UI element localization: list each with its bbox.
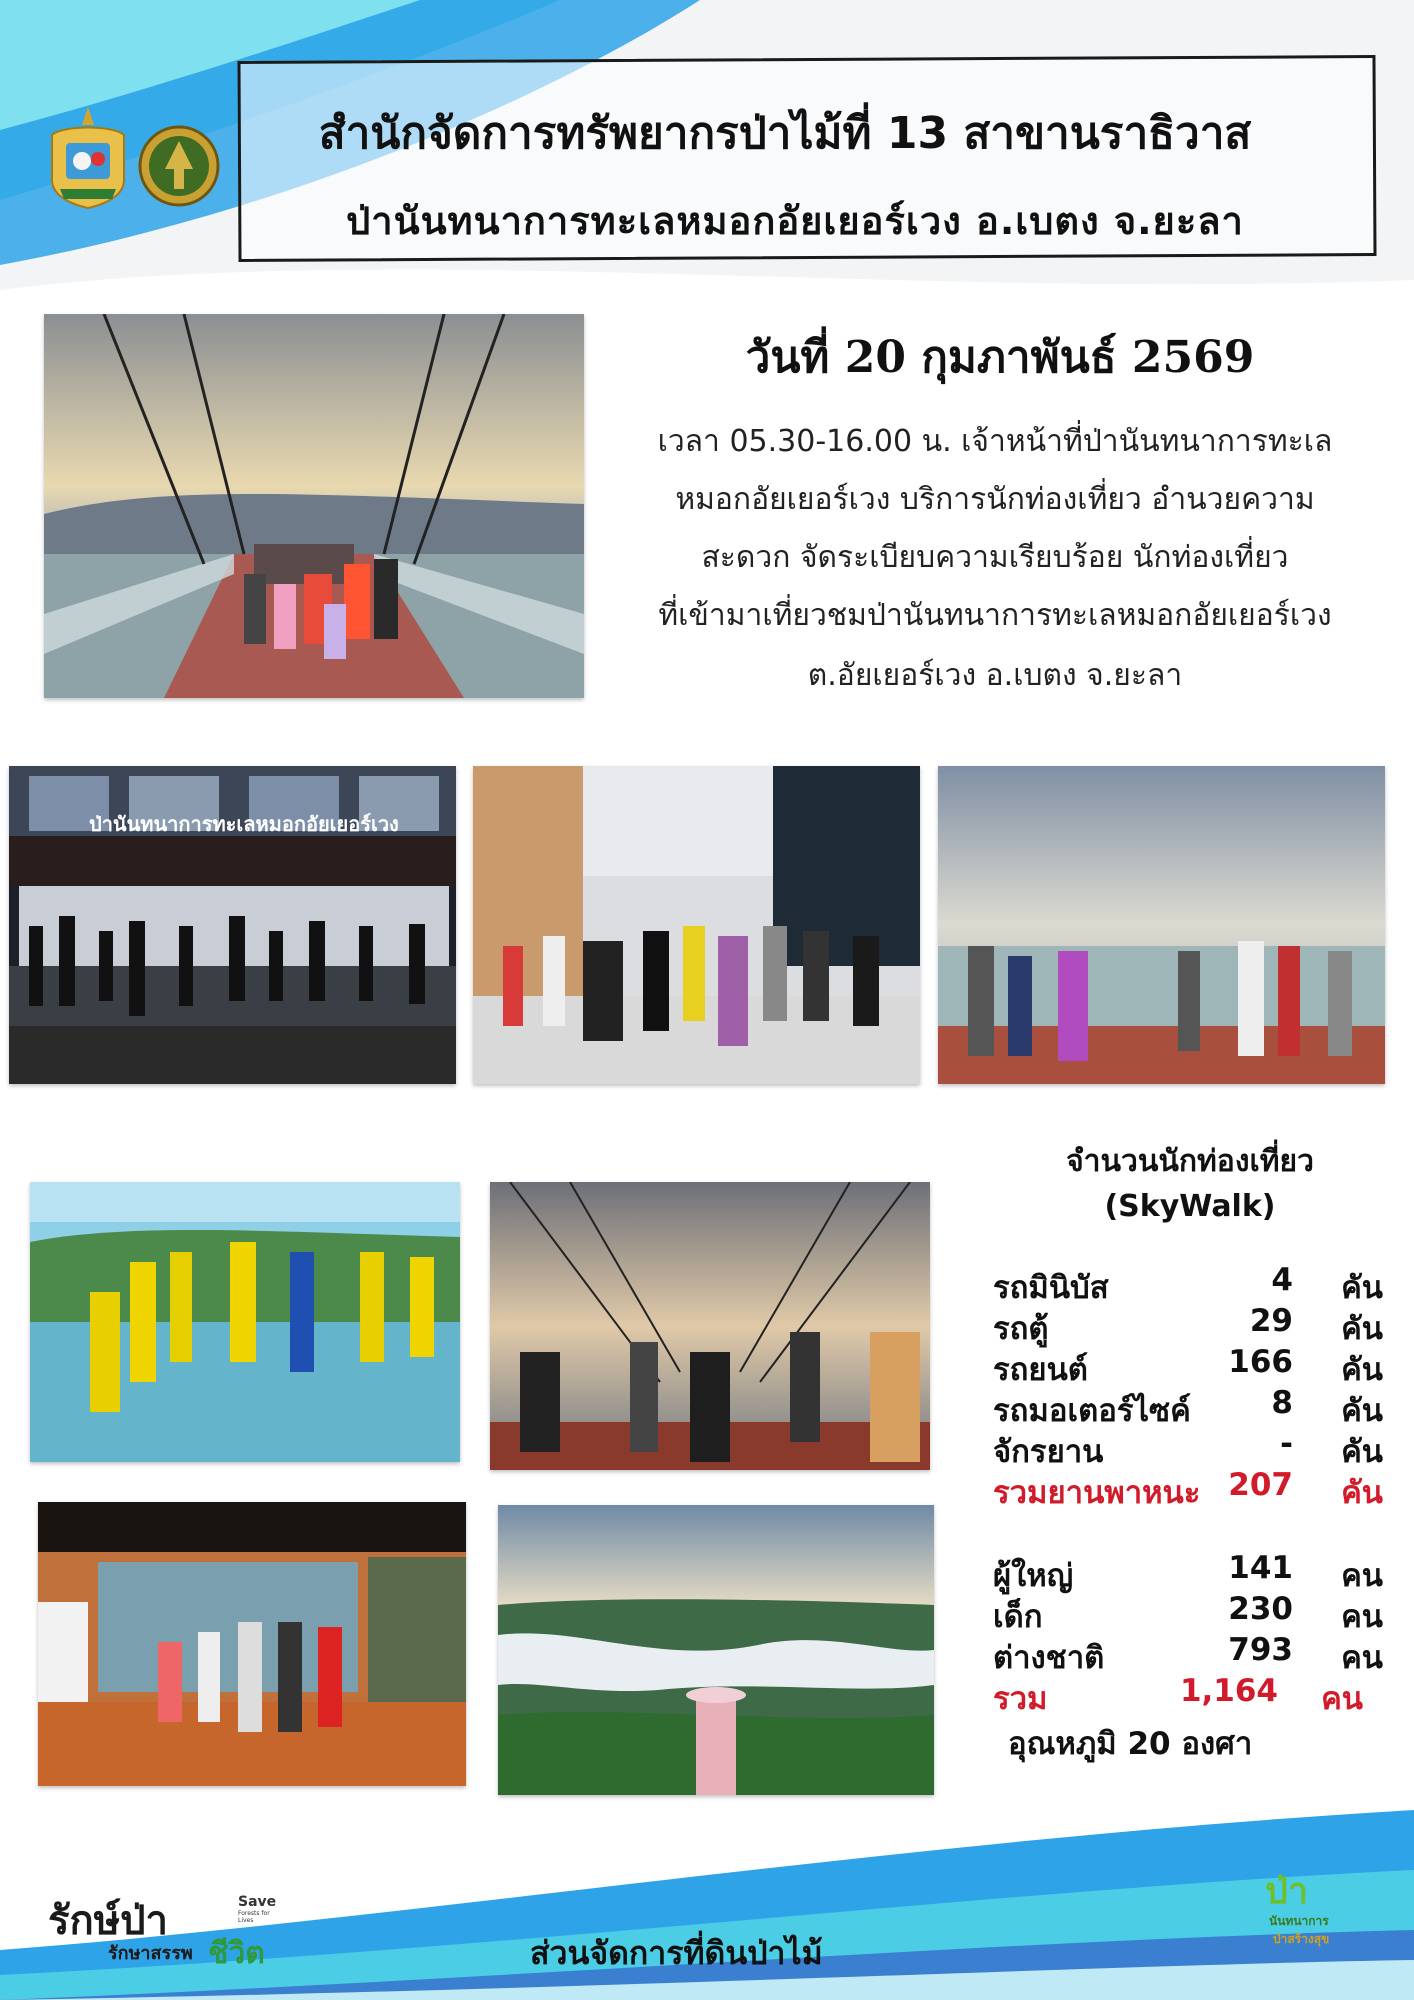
stat-unit: คัน (1341, 1475, 1383, 1511)
stat-label: รถตู้ (993, 1311, 1049, 1347)
stat-label: ผู้ใหญ่ (993, 1558, 1074, 1594)
vehicle-row-car (993, 1344, 1383, 1388)
stats-heading-line: จำนวนนักท่องเที่ยว (1066, 1144, 1314, 1179)
logo-sub2-text: ป่าสร้างสุข (1273, 1932, 1330, 1946)
logo-life-text: ชีวิต (208, 1936, 265, 1971)
vehicle-row-van (993, 1303, 1383, 1347)
forest-department-emblem-icon (138, 125, 220, 207)
stat-value: - (1280, 1426, 1293, 1462)
stat-label: รถยนต์ (993, 1352, 1088, 1388)
logo-small-text: Forests for Lives (238, 1910, 270, 1924)
stat-value: 793 (1228, 1632, 1293, 1668)
stat-value: 4 (1271, 1262, 1293, 1298)
people-row-foreigners (993, 1632, 1383, 1676)
students-glass-walk-photo (30, 1182, 460, 1462)
stat-unit: คน (1341, 1558, 1383, 1594)
logo-pa-text: ป่า (1265, 1871, 1309, 1912)
description-line: สะดวก จัดระเบียบความเรียบร้อย นักท่องเที่ยว (701, 540, 1289, 575)
photo-sign-text: ป่านันทนาการทะเลหมอกอัยเยอร์เวง (89, 812, 399, 836)
skywalk-sunrise-photo (938, 766, 1385, 1084)
description-line: ที่เข้ามาเที่ยวชมป่านันทนาการทะเลหมอกอัยเยอร์เวง (658, 598, 1332, 633)
recreation-forest-logo (1255, 1862, 1355, 1962)
stat-unit: คน (1321, 1681, 1363, 1717)
stat-label: รถมอเตอร์ไซค์ (993, 1393, 1191, 1429)
temperature-text: อุณหภูมิ 20 องศา (1008, 1726, 1253, 1762)
stat-label: จักรยาน (993, 1434, 1104, 1470)
stat-unit: คน (1341, 1640, 1383, 1676)
stat-unit: คัน (1341, 1434, 1383, 1470)
footer-organization: ส่วนจัดการที่ดินป่าไม้ (530, 1934, 823, 1972)
page-title: สำนักจัดการทรัพยากรป่าไม้ที่ 13 สาขานราธิวาส (318, 108, 1252, 159)
event-date: วันที่ 20 กุมภาพันธ์ 2569 (745, 332, 1255, 383)
stat-value: 166 (1228, 1344, 1293, 1380)
page-subtitle: ป่านันทนาการทะเลหมอกอัยเยอร์เวง อ.เบตง จ.ยะลา (346, 199, 1244, 243)
stat-label: ต่างชาติ (993, 1640, 1105, 1676)
description-line: หมอกอัยเยอร์เวง บริการนักท่องเที่ยว อำนวยความ (675, 482, 1315, 517)
stat-label: รถมินิบัส (993, 1270, 1109, 1306)
stat-unit: คัน (1341, 1352, 1383, 1388)
stat-value: 207 (1228, 1467, 1293, 1503)
vehicle-row-minibus (993, 1262, 1383, 1306)
stat-value: 230 (1228, 1591, 1293, 1627)
stat-unit: คัน (1341, 1393, 1383, 1429)
visitor-center-night-photo (9, 766, 456, 1084)
stat-value: 1,164 (1179, 1673, 1278, 1709)
vehicle-total-row (993, 1467, 1383, 1511)
people-row-adults (993, 1550, 1383, 1594)
stat-label: รวมยานพาหนะ (993, 1475, 1201, 1511)
stat-unit: คัน (1341, 1270, 1383, 1306)
vehicle-row-bicycle (993, 1426, 1383, 1470)
logo-save-text: Save (238, 1894, 277, 1910)
sea-of-mist-aerial-photo (498, 1505, 934, 1795)
logo-main-text: รักษ์ป่า (48, 1898, 168, 1944)
stats-heading-line: (SkyWalk) (1104, 1189, 1276, 1224)
stat-value: 141 (1228, 1550, 1293, 1586)
visitors-indoor-photo (473, 766, 920, 1084)
royal-emblem-icon (42, 105, 134, 210)
logo-sub-text: รักษาสรรพ (108, 1943, 193, 1964)
stat-value: 8 (1271, 1385, 1293, 1421)
skywalk-group-photo (44, 314, 584, 698)
skywalk-cables-sunrise-photo (490, 1182, 930, 1470)
stat-value: 29 (1249, 1303, 1293, 1339)
description-line: ต.อัยเยอร์เวง อ.เบตง จ.ยะลา (807, 658, 1183, 693)
logo-sub1-text: นันทนาการ (1269, 1914, 1329, 1928)
stat-label: เด็ก (993, 1599, 1043, 1635)
stats-heading (995, 1138, 1385, 1224)
description-line: เวลา 05.30-16.00 น. เจ้าหน้าที่ป่านันทนาการทะเล (657, 424, 1333, 459)
vehicle-row-motorcycle (993, 1385, 1383, 1429)
stat-label: รวม (993, 1681, 1048, 1717)
stat-unit: คัน (1341, 1311, 1383, 1347)
people-row-children (993, 1591, 1383, 1635)
people-total-row (993, 1673, 1363, 1717)
stat-unit: คน (1341, 1599, 1383, 1635)
save-forests-logo (48, 1888, 278, 1971)
visitors-exhibition-hall-photo (38, 1502, 466, 1786)
